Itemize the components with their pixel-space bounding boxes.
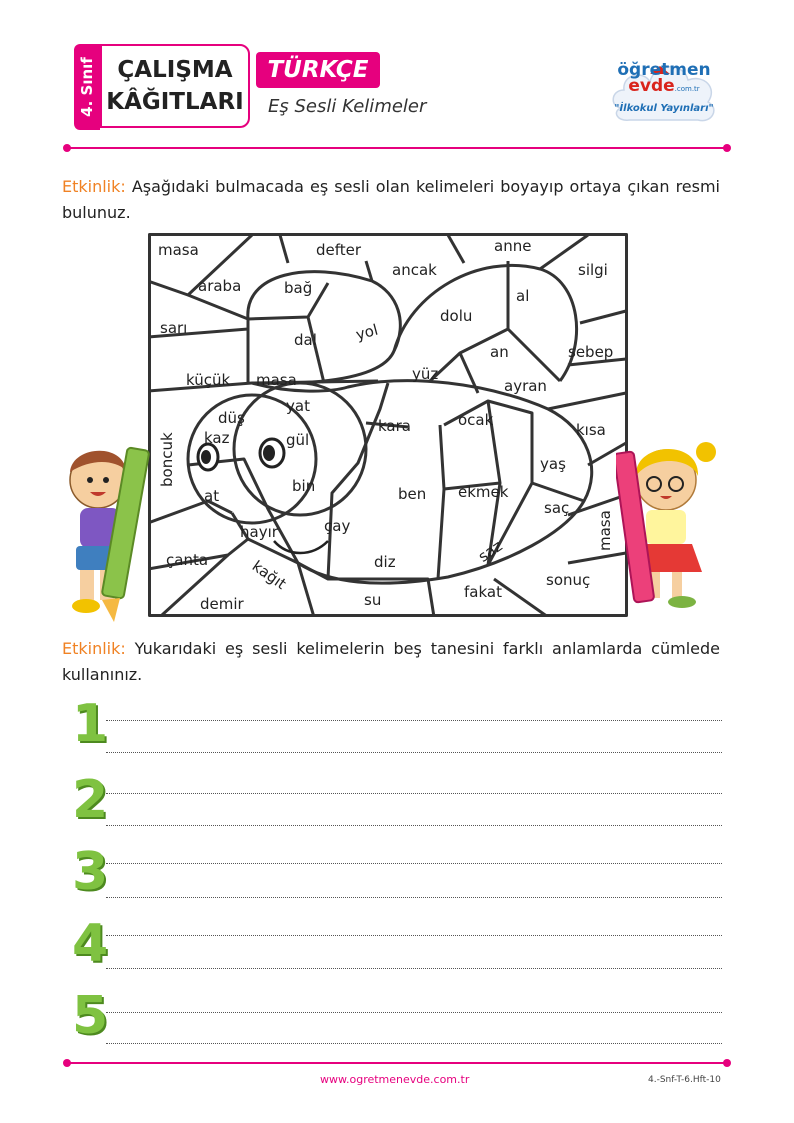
puzzle-word: anne: [494, 237, 532, 255]
rule-dot: [63, 144, 71, 152]
puzzle-word: at: [204, 487, 220, 505]
subject-badge: TÜRKÇE: [256, 52, 380, 88]
activity-1: [62, 174, 720, 226]
puzzle-word: sarı: [160, 319, 188, 337]
puzzle-word: kaz: [204, 429, 230, 447]
puzzle-word: yol: [353, 320, 380, 344]
puzzle-word: çay: [324, 517, 351, 535]
puzzle-word: diz: [374, 553, 396, 571]
rule-dot: [63, 1059, 71, 1067]
header-rule: [66, 147, 728, 149]
writing-line[interactable]: [106, 935, 722, 936]
logo-series: "İlkokul Yayınları": [614, 103, 714, 114]
coloring-puzzle: [148, 233, 628, 617]
puzzle-word: ayran: [504, 377, 547, 395]
title-line-1: ÇALIŞMA: [117, 57, 233, 83]
puzzle-word: defter: [316, 241, 362, 259]
puzzle-word: dolu: [440, 307, 473, 325]
logo-brand-b: evde: [628, 76, 675, 96]
grade-label: 4. Sınıf: [78, 57, 96, 117]
puzzle-word: çanta: [166, 551, 209, 569]
logo-brand: [612, 62, 716, 97]
title-box: [100, 44, 250, 128]
puzzle-word: an: [490, 343, 509, 361]
puzzle-word: saz: [474, 536, 506, 566]
number-4-icon: 4: [72, 914, 109, 974]
title-line-2: KÂĞITLARI: [106, 89, 244, 115]
puzzle-word: dal: [294, 331, 317, 349]
puzzle-word: al: [516, 287, 530, 305]
puzzle-word: araba: [198, 277, 242, 295]
puzzle-word: ben: [398, 485, 427, 503]
puzzle-word: küçük: [186, 371, 231, 389]
rule-dot: [723, 144, 731, 152]
girl-with-pencil-icon: [616, 432, 726, 610]
puzzle-word: sonuç: [546, 571, 591, 589]
puzzle-word: kısa: [576, 421, 606, 439]
puzzle-word: ekmek: [458, 483, 509, 501]
logo-brand-a: öğretmen: [617, 60, 711, 80]
puzzle-word: saç: [544, 499, 570, 517]
writing-line[interactable]: [106, 825, 722, 826]
puzzle-word: masa: [256, 371, 297, 389]
puzzle-word: kağıt: [248, 556, 290, 594]
puzzle-word: masa: [158, 241, 199, 259]
logo-domain: .com.tr: [674, 85, 700, 93]
number-1-icon: 1: [72, 694, 109, 754]
boy-with-pencil-icon: [62, 436, 156, 622]
puzzle-word: sebep: [568, 343, 614, 361]
puzzle-word: yat: [286, 397, 310, 415]
activity-2-text: Yukarıdaki eş sesli kelimelerin beş tanesini farklı anlamlarda cümlede kullanınız.: [62, 639, 720, 684]
puzzle-word: boncuk: [158, 432, 176, 487]
puzzle-word: gül: [286, 431, 310, 449]
puzzle-word: yaş: [540, 455, 566, 473]
puzzle-word: fakat: [464, 583, 502, 601]
puzzle-word: yüz: [412, 365, 439, 383]
puzzle-word: silgi: [578, 261, 608, 279]
puzzle-word: bin: [292, 477, 316, 495]
footer-code: 4.-Snf-T-6.Hft-10: [648, 1075, 721, 1085]
rule-dot: [723, 1059, 731, 1067]
topic-title: Eş Sesli Kelimeler: [268, 96, 427, 117]
puzzle-word: kara: [378, 417, 411, 435]
puzzle-word: bağ: [284, 279, 313, 297]
puzzle-word: ocak: [458, 411, 494, 429]
footer-url[interactable]: www.ogretmenevde.com.tr: [320, 1073, 470, 1086]
number-5-icon: 5: [72, 986, 109, 1046]
puzzle-word: ancak: [392, 261, 437, 279]
footer-rule: [66, 1062, 728, 1064]
puzzle-word: masa: [596, 510, 614, 551]
activity-1-label: Etkinlik:: [62, 177, 126, 196]
writing-line[interactable]: [106, 1012, 722, 1013]
puzzle-word: su: [364, 591, 382, 609]
writing-line[interactable]: [106, 752, 722, 753]
puzzle-word: demir: [200, 595, 244, 613]
number-3-icon: 3: [72, 842, 109, 902]
writing-line[interactable]: [106, 793, 722, 794]
number-2-icon: 2: [72, 770, 109, 830]
puzzle-word: hayır: [240, 523, 278, 541]
puzzle-word: düş: [218, 409, 245, 427]
activity-1-text: Aşağıdaki bulmacada eş sesli olan kelimeleri boyayıp ortaya çıkan resmi bulunuz.: [62, 177, 720, 222]
writing-line[interactable]: [106, 720, 722, 721]
activity-2: [62, 636, 720, 688]
writing-line[interactable]: [106, 863, 722, 864]
writing-line[interactable]: [106, 897, 722, 898]
writing-line[interactable]: [106, 968, 722, 969]
writing-line[interactable]: [106, 1043, 722, 1044]
activity-2-label: Etkinlik:: [62, 639, 126, 658]
grade-tab: [74, 44, 100, 130]
